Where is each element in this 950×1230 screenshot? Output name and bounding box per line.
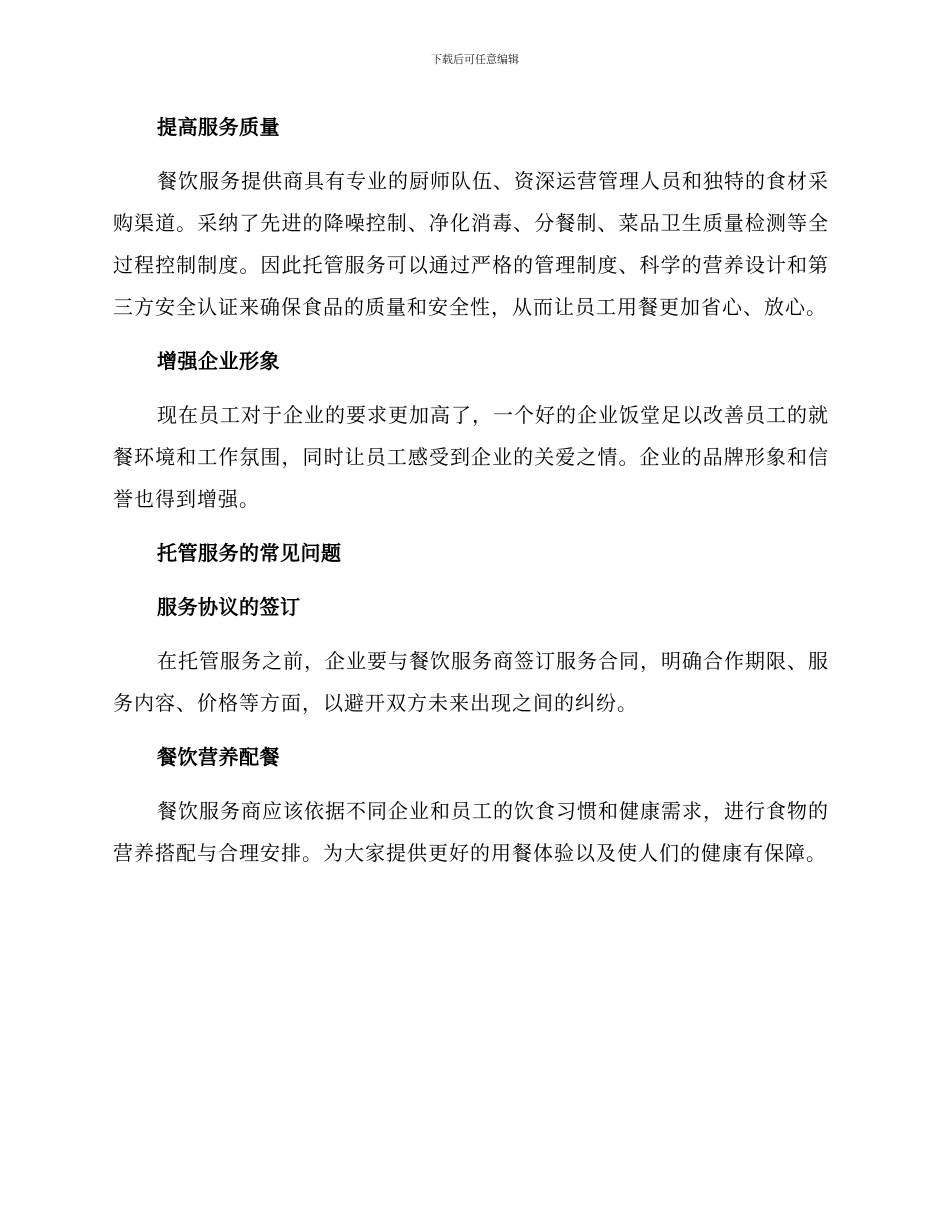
paragraph-service-agreement: 在托管服务之前，企业要与餐饮服务商签订服务合同，明确合作期限、服务内容、价格等方面，以避开双方未来出现之间的纠纷。 (113, 649, 829, 715)
paragraph-nutrition-meals: 餐饮服务商应该依据不同企业和员工的饮食习惯和健康需求，进行食物的营养搭配与合理安排。为大家提供更好的用餐体验以及使人们的健康有保障。 (113, 799, 829, 865)
section-heading-common-issues: 托管服务的常见问题 (157, 541, 342, 565)
section-heading-service-quality: 提高服务质量 (157, 115, 280, 139)
section-heading-service-agreement: 服务协议的签订 (157, 595, 301, 619)
section-heading-nutrition-meals: 餐饮营养配餐 (157, 745, 280, 769)
page-header: 下载后可任意编辑 (431, 53, 519, 66)
section-heading-corporate-image: 增强企业形象 (157, 349, 280, 373)
paragraph-service-quality: 餐饮服务提供商具有专业的厨师队伍、资深运营管理人员和独特的食材采购渠道。采纳了先进的降噪控制、净化消毒、分餐制、菜品卫生质量检测等全过程控制制度。因此托管服务可以通过严格的管理制度、科学的营养设计和第三方安全认证来确保食品的质量和安全性，从而让员工用餐更加省心、放心。 (113, 169, 829, 319)
paragraph-corporate-image: 现在员工对于企业的要求更加高了，一个好的企业饭堂足以改善员工的就餐环境和工作氛围，同时让员工感受到企业的关爱之情。企业的品牌形象和信誉也得到增强。 (113, 403, 829, 511)
document-body (113, 106, 829, 886)
